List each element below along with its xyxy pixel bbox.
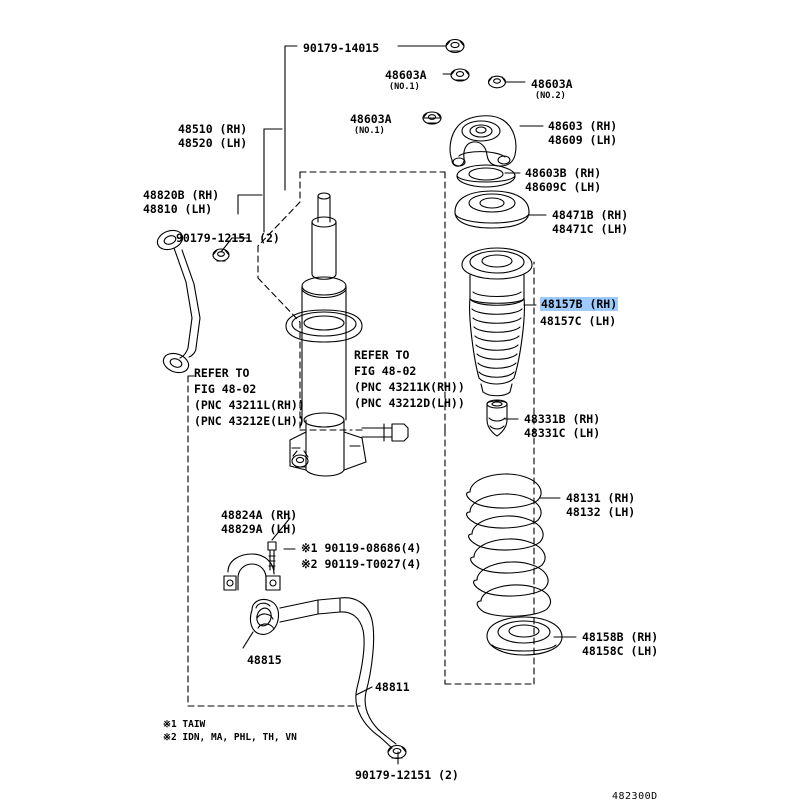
part-label-l-48603a-no2: 48603A <box>531 77 573 91</box>
part-label-l-48824a-rh: 48824A (RH) <box>221 508 298 522</box>
part-label-l-fig4802-2: FIG 48-02 <box>354 364 417 378</box>
part-label-l-note2: ※2 IDN, MA, PHL, TH, VN <box>163 732 297 743</box>
part-label-l-48157c-lh: 48157C (LH) <box>540 314 617 328</box>
part-label-l-pnc43212e: (PNC 43212E(LH)) <box>194 414 305 428</box>
part-label-l-refer-to-1: REFER TO <box>194 366 250 380</box>
part-label-l-48520-lh: 48520 (LH) <box>178 136 248 150</box>
part-label-l-48609-lh: 48609 (LH) <box>548 133 618 147</box>
part-label-l-48603a-no1-sub: (NO.1) <box>354 126 385 136</box>
part-label-l-90119-t0027: ※2 90119-T0027(4) <box>301 557 422 571</box>
part-label-l-48603-rh: 48603 (RH) <box>548 119 618 133</box>
part-label-l-48158b-rh: 48158B (RH) <box>582 630 659 644</box>
part-label-l-refer-to-2: REFER TO <box>354 348 410 362</box>
part-label-l-48811: 48811 <box>375 680 410 694</box>
part-label-l-48603a-no2-sub: (NO.2) <box>535 91 566 101</box>
part-label-l-pnc43211l: (PNC 43211L(RH)) <box>194 398 305 412</box>
part-label-l-48603a-no1b-sub: (NO.1) <box>389 82 420 92</box>
part-label-l-48471c-lh: 48471C (LH) <box>552 222 629 236</box>
part-label-l-48331b-rh: 48331B (RH) <box>524 412 601 426</box>
part-label-l-48158c-lh: 48158C (LH) <box>582 644 659 658</box>
part-label-l-48815: 48815 <box>247 653 282 667</box>
part-label-l-pnc43211k: (PNC 43211K(RH)) <box>354 380 465 394</box>
part-label-l-48609c-lh: 48609C (LH) <box>525 180 602 194</box>
part-label-l-48132-lh: 48132 (LH) <box>566 505 636 519</box>
part-label-l-48331c-lh: 48331C (LH) <box>524 426 601 440</box>
part-label-l-48820b-rh: 48820B (RH) <box>143 188 220 202</box>
part-label-l-90119-08686: ※1 90119-08686(4) <box>301 541 422 555</box>
part-label-l-48510-rh: 48510 (RH) <box>178 122 248 136</box>
part-label-l-90179-14015: 90179-14015 <box>303 41 380 55</box>
part-label-l-48603b-rh: 48603B (RH) <box>525 166 602 180</box>
part-label-l-90179-12151-2a: 90179-12151 (2) <box>176 231 280 245</box>
part-label-l-figure-code: 482300D <box>612 791 658 800</box>
part-label-l-90179-12151-2b: 90179-12151 (2) <box>355 768 459 782</box>
part-label-l-note1: ※1 TAIW <box>163 719 206 730</box>
part-label-l-48810-lh: 48810 (LH) <box>143 202 213 216</box>
part-label-l-48603a-no1: 48603A <box>350 112 392 126</box>
part-label-l-48829a-lh: 48829A (LH) <box>221 522 298 536</box>
part-label-l-pnc43212d: (PNC 43212D(LH)) <box>354 396 465 410</box>
part-label-l-48603a-no1b: 48603A <box>385 68 427 82</box>
part-label-l-48471b-rh: 48471B (RH) <box>552 208 629 222</box>
part-label-l-48131-rh: 48131 (RH) <box>566 491 636 505</box>
part-label-l-48157b-rh <box>540 297 618 311</box>
part-label-l-fig4802-1: FIG 48-02 <box>194 382 257 396</box>
selected-part-highlight: 48157B (RH) <box>541 297 618 311</box>
